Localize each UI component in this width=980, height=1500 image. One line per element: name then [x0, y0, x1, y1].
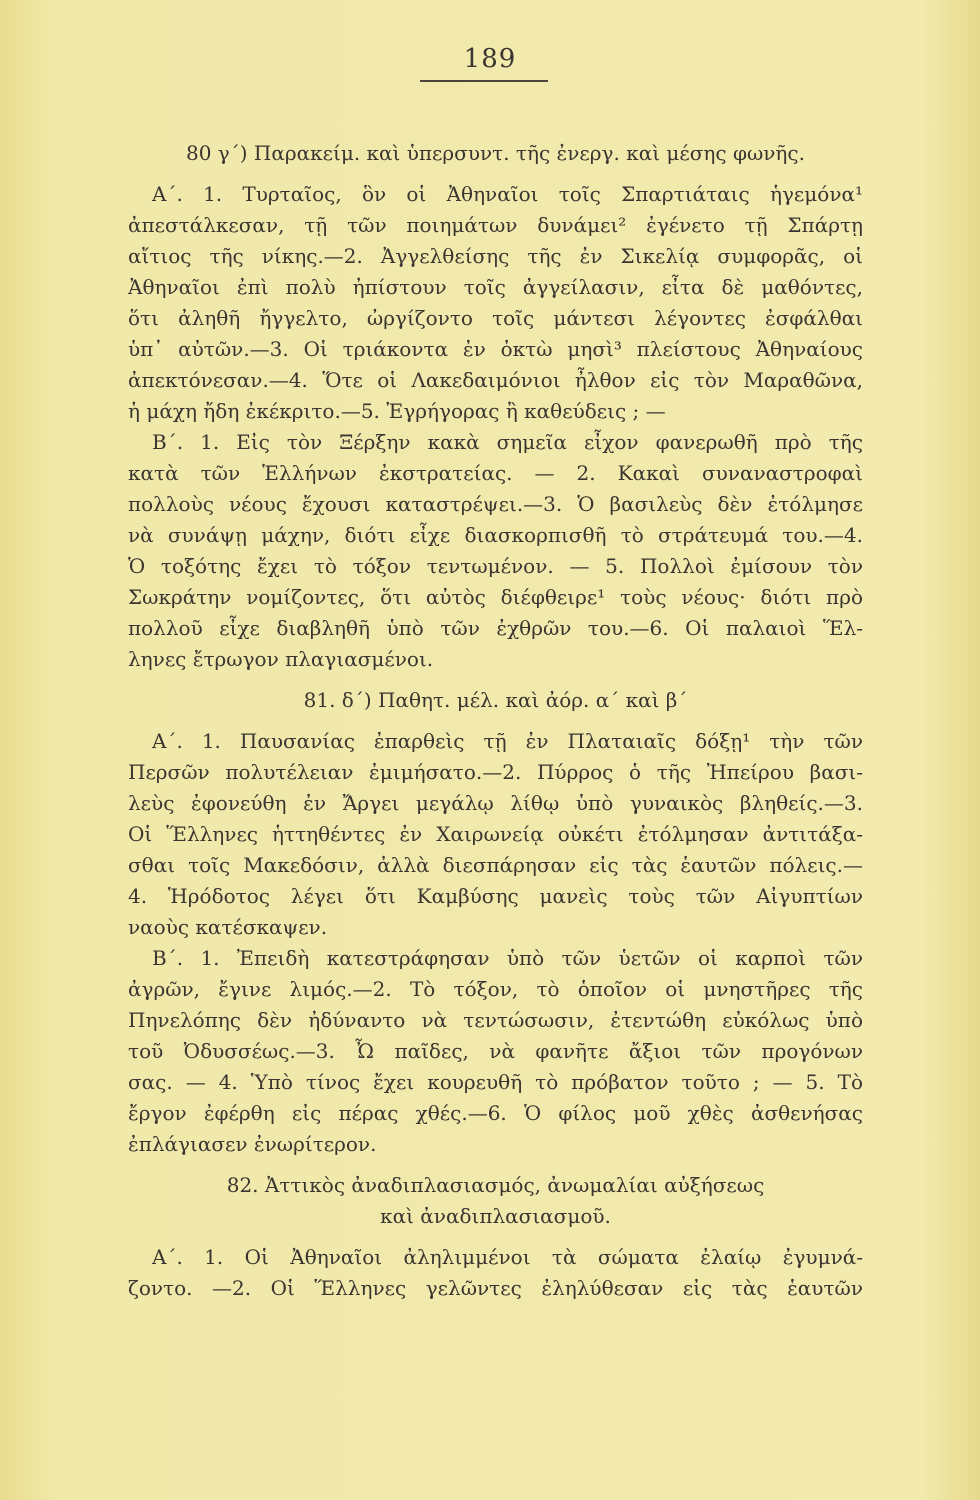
text-line: πολλοὺς νέους ἔχουσι καταστρέψει.—3. Ὁ βασιλεὺς δὲν ἐτόλμησε [128, 492, 863, 516]
text-line: Ἀθηναῖοι ἐπὶ πολὺ ἠπίστουν τοῖς ἀγγείλασιν, εἶτα δὲ μαθόντες, [128, 275, 863, 299]
text-line: σθαι τοῖς Μακεδόσιν, ἀλλὰ διεσπάρησαν εἰς τὰς ἑαυτῶν πόλεις.— [128, 853, 863, 877]
text-line: ἀπεκτόνεσαν.—4. Ὅτε οἱ Λακεδαιμόνιοι ἦλθον εἰς τὸν Μαραθῶνα, [128, 368, 863, 392]
paragraph-gap [128, 675, 863, 685]
text-line: ληνες ἔτρωγον πλαγιασμένοι. [128, 647, 434, 671]
text-line: Β΄. 1. Ἐπειδὴ κατεστράφησαν ὑπὸ τῶν ὑετῶν οἱ καρποὶ τῶν [152, 946, 863, 970]
text-line: ναοὺς κατέσκαψεν. [128, 915, 328, 939]
text-line: νὰ συνάψῃ μάχην, διότι εἶχε διασκορπισθῆ τὸ στράτευμά του.—4. [128, 523, 863, 547]
section-heading: 82. Ἀττικὸς ἀναδιπλασιασμός, ἀνωμαλίαι αὐξήσεως [226, 1173, 765, 1197]
text-line: κατὰ τῶν Ἑλλήνων ἐκστρατείας. — 2. Κακαὶ συναναστροφαὶ [128, 461, 863, 485]
text-line: Πηνελόπης δὲν ἠδύναντο νὰ τεντώσωσιν, ἐτεντώθη εὐκόλως ὑπὸ [128, 1008, 863, 1032]
text-line: ζοντο. —2. Οἱ Ἕλληνες γελῶντες ἐληλύθεσαν εἰς τὰς ἑαυτῶν [128, 1276, 863, 1300]
text-line: ἔργον ἐφέρθη εἰς πέρας χθές.—6. Ὁ φίλος μοῦ χθὲς ἀσθενήσας [128, 1101, 863, 1125]
text-line: 4. Ἡρόδοτος λέγει ὅτι Καμβύσης μανεὶς τοὺς τῶν Αἰγυπτίων [128, 884, 863, 908]
text-line: ἀγρῶν, ἔγινε λιμός.—2. Τὸ τόξον, τὸ ὁποῖον οἱ μνηστῆρες τῆς [128, 977, 863, 1001]
page-body-text [128, 138, 863, 1304]
paragraph-gap [128, 1232, 863, 1242]
page-number: 189 [463, 44, 517, 74]
page-number-rule [420, 80, 548, 82]
paragraph-gap [128, 716, 863, 726]
text-line: Β΄. 1. Εἰς τὸν Ξέρξην κακὰ σημεῖα εἶχον φανερωθῆ πρὸ τῆς [152, 430, 863, 454]
text-line: ἐπλάγιασεν ἐνωρίτερον. [128, 1132, 377, 1156]
section-heading: καὶ ἀναδιπλασιασμοῦ. [380, 1204, 611, 1228]
text-line: ὑπ᾿ αὐτῶν.—3. Οἱ τριάκοντα ἐν ὀκτὼ μησὶ³ πλείστους Ἀθηναίους [128, 337, 863, 361]
text-line: Α΄. 1. Οἱ Ἀθηναῖοι ἀληλιμμένοι τὰ σώματα ἐλαίῳ ἐγυμνά- [152, 1245, 863, 1269]
text-line: ὅτι ἀληθῆ ἤγγελτο, ὠργίζοντο τοῖς μάντεσι λέγοντες ἐσφάλθαι [128, 306, 863, 330]
text-line: Α΄. 1. Παυσανίας ἐπαρθεὶς τῇ ἐν Πλαταιαῖς δόξῃ¹ τὴν τῶν [152, 729, 863, 753]
section-heading: 81. δ΄) Παθητ. μέλ. καὶ ἀόρ. α΄ καὶ β΄ [303, 688, 688, 712]
text-line: Οἱ Ἕλληνες ἡττηθέντες ἐν Χαιρωνείᾳ οὐκέτι ἐτόλμησαν ἀντιτάξα- [128, 822, 863, 846]
text-line: ἡ μάχη ἤδη ἐκέκριτο.—5. Ἐγρήγορας ἢ καθεύδεις ; — [128, 399, 666, 423]
text-line: αἴτιος τῆς νίκης.—2. Ἀγγελθείσης τῆς ἐν Σικελίᾳ συμφορᾶς, οἱ [128, 244, 863, 268]
section-heading: 80 γ΄) Παρακείμ. καὶ ὑπερσυντ. τῆς ἐνεργ. καὶ μέσης φωνῆς. [186, 141, 805, 165]
text-line: λεὺς ἐφονεύθη ἐν Ἄργει μεγάλῳ λίθῳ ὑπὸ γυναικὸς βληθείς.—3. [128, 791, 863, 815]
paragraph-gap [128, 169, 863, 179]
text-line: σας. — 4. Ὑπὸ τίνος ἔχει κουρευθῆ τὸ πρόβατον τοῦτο ; — 5. Τὸ [128, 1070, 863, 1094]
text-line: Ὁ τοξότης ἔχει τὸ τόξον τεντωμένον. — 5. Πολλοὶ ἐμίσουν τὸν [128, 554, 863, 578]
text-line: Περσῶν πολυτέλειαν ἐμιμήσατο.—2. Πύρρος ὁ τῆς Ἠπείρου βασι- [128, 760, 863, 784]
text-line: πολλοῦ εἶχε διαβληθῆ ὑπὸ τῶν ἐχθρῶν του.—6. Οἱ παλαιοὶ Ἕλ- [128, 616, 863, 640]
text-line: Α΄. 1. Τυρταῖος, ὃν οἱ Ἀθηναῖοι τοῖς Σπαρτιάταις ἡγεμόνα¹ [152, 182, 863, 206]
text-line: Σωκράτην νομίζοντες, ὅτι αὐτὸς διέφθειρε¹ τοὺς νέους· διότι πρὸ [128, 585, 863, 609]
paragraph-gap [128, 1160, 863, 1170]
text-line: τοῦ Ὀδυσσέως.—3. Ὦ παῖδες, νὰ φανῆτε ἄξιοι τῶν προγόνων [128, 1039, 863, 1063]
text-line: ἀπεστάλκεσαν, τῇ τῶν ποιημάτων δυνάμει² ἐγένετο τῇ Σπάρτῃ [128, 213, 863, 237]
